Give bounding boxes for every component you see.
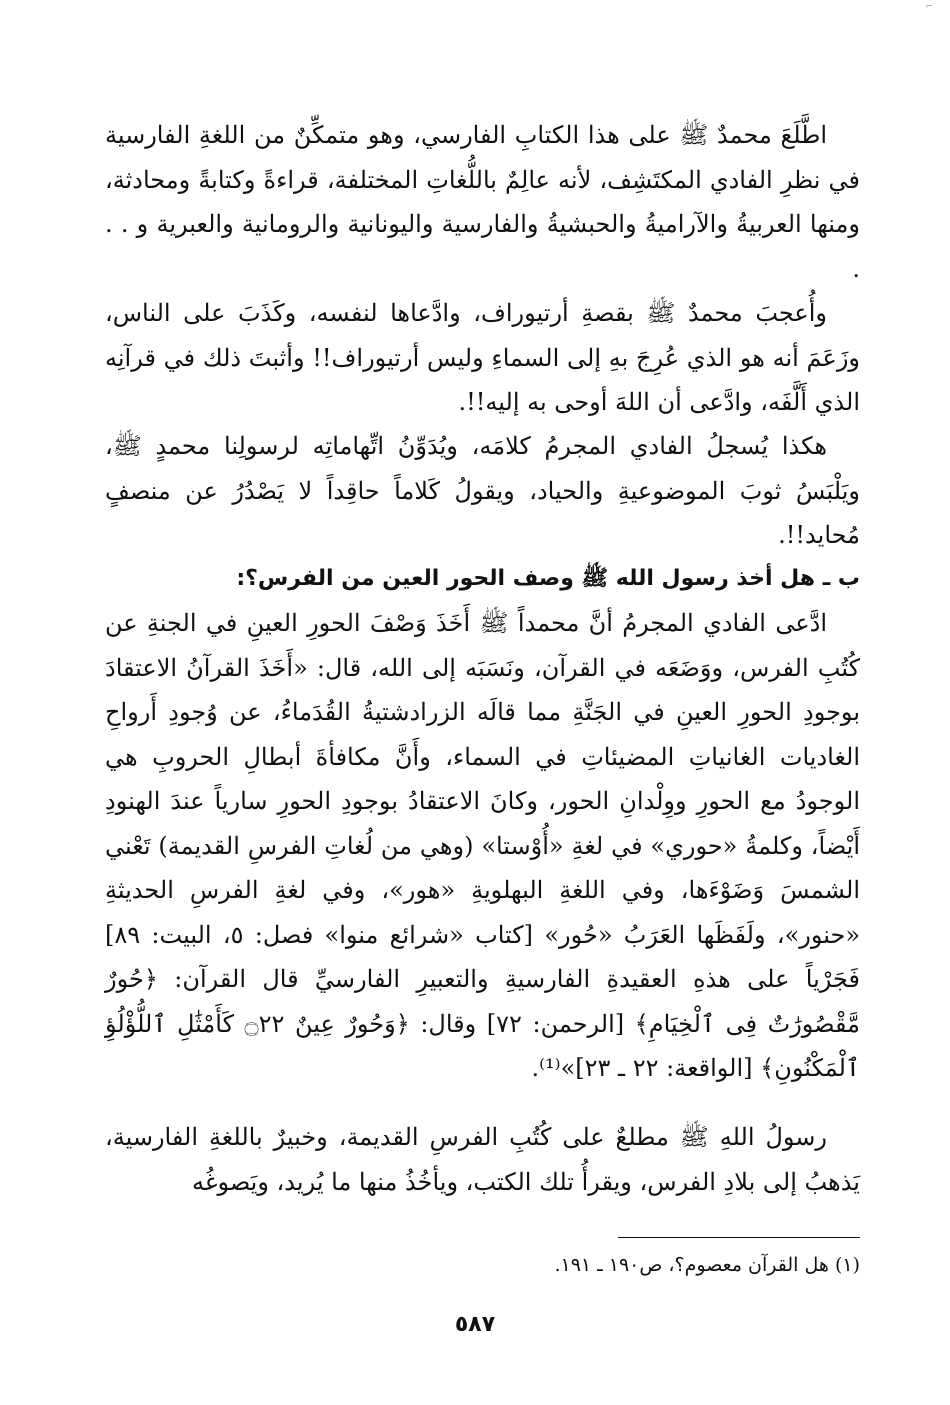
paragraph-1-text: اطَّلَعَ محمدٌ ﷺ على هذا الكتابِ الفارسي، وهو متمكِّنٌ من اللغةِ الفارسية في نظرِ الفادي المكتَشِف، لأنه عالِمٌ باللُّغاتِ المختلفة، قراءةً وكتابةً ومحادثة، ومنها العربيةُ والآراميةُ والحبشيةُ والفارسية واليونانية والرومانية والعبرية و . . .: [105, 121, 860, 283]
paragraph-2-text: وأُعجبَ محمدٌ ﷺ بقصةِ أرتيوراف، وادَّعاها لنفسه، وكَذَبَ على الناس، وزَعَمَ أنه هو الذي عُرِجَ بهِ إلى السماءِ وليس أرتيوراف!! وأثبتَ ذلك في قرآنِه الذي أَلَّفَه، وادَّعى أن اللهَ أوحى به إليه!!.: [105, 299, 860, 416]
corner-mark: ⌐: [925, 2, 933, 12]
paragraph-2: [105, 291, 860, 425]
paragraph-3: [105, 424, 860, 558]
paragraph-3-text: هكذا يُسجلُ الفادي المجرمُ كلامَه، ويُدَوِّنُ اتِّهاماتِه لرسولِنا محمدٍ ﷺ، ويَلْبَسُ ثوبَ الموضوعيةِ والحياد، ويقولُ كَلاماً حاقِداً لا يَصْدُرُ عن منصفٍ مُحايد!!.: [105, 432, 860, 549]
paragraph-5-text: رسولُ اللهِ ﷺ مطلعٌ على كُتُبِ الفرسِ القديمة، وخبيرٌ باللغةِ الفارسية، يَذهبُ إلى بلادِ الفرس، ويقرأُ تلك الكتب، ويأخُذُ منها ما يُريد، ويَصوغُه: [105, 1123, 860, 1196]
section-heading: ب ـ هل أخذ رسول الله ﷺ وصف الحور العين من الفرس؟:: [236, 566, 860, 591]
paragraph-1: [105, 113, 860, 291]
paragraph-5: [105, 1115, 860, 1204]
paragraph-4-text: ادَّعى الفادي المجرمُ أنَّ محمداً ﷺ أَخَذَ وَصْفَ الحورِ العينِ في الجنةِ عن كُتُبِ الفرس، ووَضَعَه في القرآن، ونَسَبَه إلى الله، قال: «أَخَذَ القرآنُ الاعتقادَ بوجودِ الحورِ العينِ في الجَنَّةِ مما قالَه الزرادشتيةُ القُدَماءُ، عن وُجودِ أَرواحِ الغاديات الغانياتِ المضيئاتِ في السماء، وأَنَّ مكافأةَ أبطالِ الحروبِ هي الوجودُ مع الحورِ ووِلْدانِ الحور، وكانَ الاعتقادُ بوجودِ الحورِ سارياً عندَ الهنودِ أَيْضاً، وكلمةُ «حوري» في لغةِ «أُوْستا» (وهي من لُغاتِ الفرسِ القديمة) تَعْني الشمسَ وَضَوْءَها، وفي اللغةِ البهلويةِ «هور»، وفي لغةِ الفرسِ الحديثةِ «حنور»، ولَفَظَها العَرَبُ «حُور» [كتاب «شرائع منوا» فصل: ٥، البيت: ٨٩] فَجَرْياً على هذهِ العقيدةِ الفارسيةِ والتعبيرِ الفارسيِّ قال القرآن: ﴿حُورٌ مَّقْصُورَٰتٌ فِى ٱلْخِيَامِ﴾ [الرحمن: ٧٢] وقال: ﴿وَحُورٌ عِينٌ ۝٢٢ كَأَمْثَٰلِ ٱللُّؤْلُؤِ ٱلْمَكْنُونِ﴾ [الواقعة: ٢٢ ـ ٢٣]»⁽¹⁾.: [105, 609, 861, 1082]
page-number: ٥٨٧: [454, 1312, 496, 1337]
footnote-divider: [618, 1237, 860, 1238]
footnote: (١) هل القرآن معصوم؟، ص١٩٠ ـ ١٩١.: [554, 1254, 860, 1276]
paragraph-4: [105, 601, 860, 1091]
